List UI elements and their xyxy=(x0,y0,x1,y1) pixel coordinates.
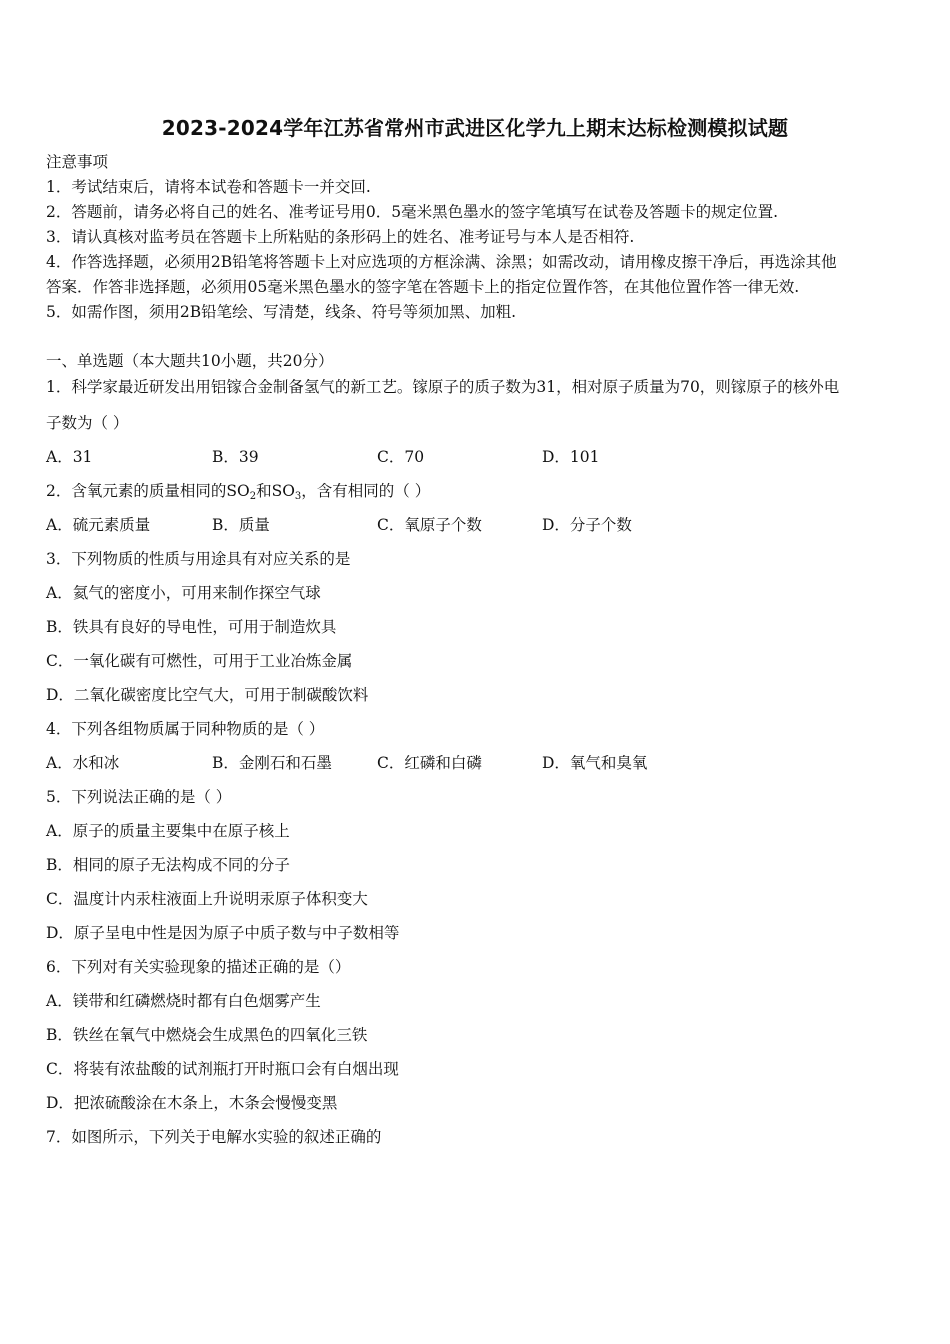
question-1-stem-cont: 子数为（ ） xyxy=(46,414,129,432)
question-2-option-d: D．分子个数 xyxy=(542,516,632,534)
subscript-2: 2 xyxy=(249,491,257,502)
question-1-option-c: C．70 xyxy=(377,448,425,466)
question-2-option-b: B．质量 xyxy=(212,516,270,534)
notice-item: 3．请认真核对监考员在答题卡上所粘贴的条形码上的姓名、准考证号与本人是否相符. xyxy=(46,228,635,246)
notice-item: 5．如需作图，须用2B铅笔绘、写清楚，线条、符号等须加黑、加粗. xyxy=(46,303,517,321)
question-4-option-a: A．水和冰 xyxy=(46,754,120,772)
question-2-option-c: C．氧原子个数 xyxy=(377,516,482,534)
question-6-option-d: D．把浓硫酸涂在木条上，木条会慢慢变黑 xyxy=(46,1094,338,1112)
question-4-option-d: D．氧气和臭氧 xyxy=(542,754,648,772)
question-6-option-c: C．将装有浓盐酸的试剂瓶打开时瓶口会有白烟出现 xyxy=(46,1060,399,1078)
question-4-stem: 4．下列各组物质属于同种物质的是（ ） xyxy=(46,720,325,738)
question-6-option-b: B．铁丝在氧气中燃烧会生成黑色的四氧化三铁 xyxy=(46,1026,368,1044)
question-5-option-c: C．温度计内汞柱液面上升说明汞原子体积变大 xyxy=(46,890,368,908)
question-6-stem: 6．下列对有关实验现象的描述正确的是（） xyxy=(46,958,351,976)
question-3-option-a: A．氦气的密度小，可用来制作探空气球 xyxy=(46,584,321,602)
question-5-option-a: A．原子的质量主要集中在原子核上 xyxy=(46,822,290,840)
subscript-3: 3 xyxy=(294,491,302,502)
question-1-option-d: D．101 xyxy=(542,448,600,466)
question-5-option-d: D．原子呈电中性是因为原子中质子数与中子数相等 xyxy=(46,924,400,942)
question-3-stem: 3．下列物质的性质与用途具有对应关系的是 xyxy=(46,550,351,568)
notice-heading: 注意事项 xyxy=(46,153,109,171)
question-2-stem xyxy=(46,481,430,507)
notice-item: 1．考试结束后，请将本试卷和答题卡一并交回. xyxy=(46,178,371,196)
question-1-stem: 1．科学家最近研发出用铝镓合金制备氢气的新工艺。镓原子的质子数为31，相对原子质量为70，则镓原子的核外电 xyxy=(46,378,840,396)
question-5-stem: 5．下列说法正确的是（ ） xyxy=(46,788,232,806)
question-1-option-b: B．39 xyxy=(212,448,259,466)
question-7-stem: 7．如图所示，下列关于电解水实验的叙述正确的 xyxy=(46,1128,382,1146)
section-heading: 一、单选题（本大题共10小题，共20分） xyxy=(46,352,334,370)
question-2-stem-c: ，含有相同的（ ） xyxy=(301,482,431,500)
notice-item: 4．作答选择题，必须用2B铅笔将答题卡上对应选项的方框涂满、涂黑；如需改动，请用橡皮擦干净后，再选涂其他 xyxy=(46,253,837,271)
question-6-option-a: A．镁带和红磷燃烧时都有白色烟雾产生 xyxy=(46,992,321,1010)
question-3-option-b: B．铁具有良好的导电性，可用于制造炊具 xyxy=(46,618,337,636)
exam-title: 2023-2024学年江苏省常州市武进区化学九上期末达标检测模拟试题 xyxy=(161,116,789,140)
question-3-option-c: C．一氧化碳有可燃性，可用于工业冶炼金属 xyxy=(46,652,353,670)
question-2-stem-a: 2．含氧元素的质量相同的SO xyxy=(46,482,250,500)
question-2-option-a: A．硫元素质量 xyxy=(46,516,151,534)
notice-item: 2．答题前，请务必将自己的姓名、准考证号用0．5毫米黑色墨水的签字笔填写在试卷及答题卡的规定位置. xyxy=(46,203,779,221)
notice-item: 答案．作答非选择题，必须用05毫米黑色墨水的签字笔在答题卡上的指定位置作答，在其他位置作答一律无效. xyxy=(46,278,800,296)
question-1-option-a: A．31 xyxy=(46,448,93,466)
question-2-stem-b: 和SO xyxy=(256,482,295,500)
question-4-option-b: B．金刚石和石墨 xyxy=(212,754,332,772)
question-3-option-d: D．二氧化碳密度比空气大，可用于制碳酸饮料 xyxy=(46,686,369,704)
question-4-option-c: C．红磷和白磷 xyxy=(377,754,482,772)
question-5-option-b: B．相同的原子无法构成不同的分子 xyxy=(46,856,290,874)
